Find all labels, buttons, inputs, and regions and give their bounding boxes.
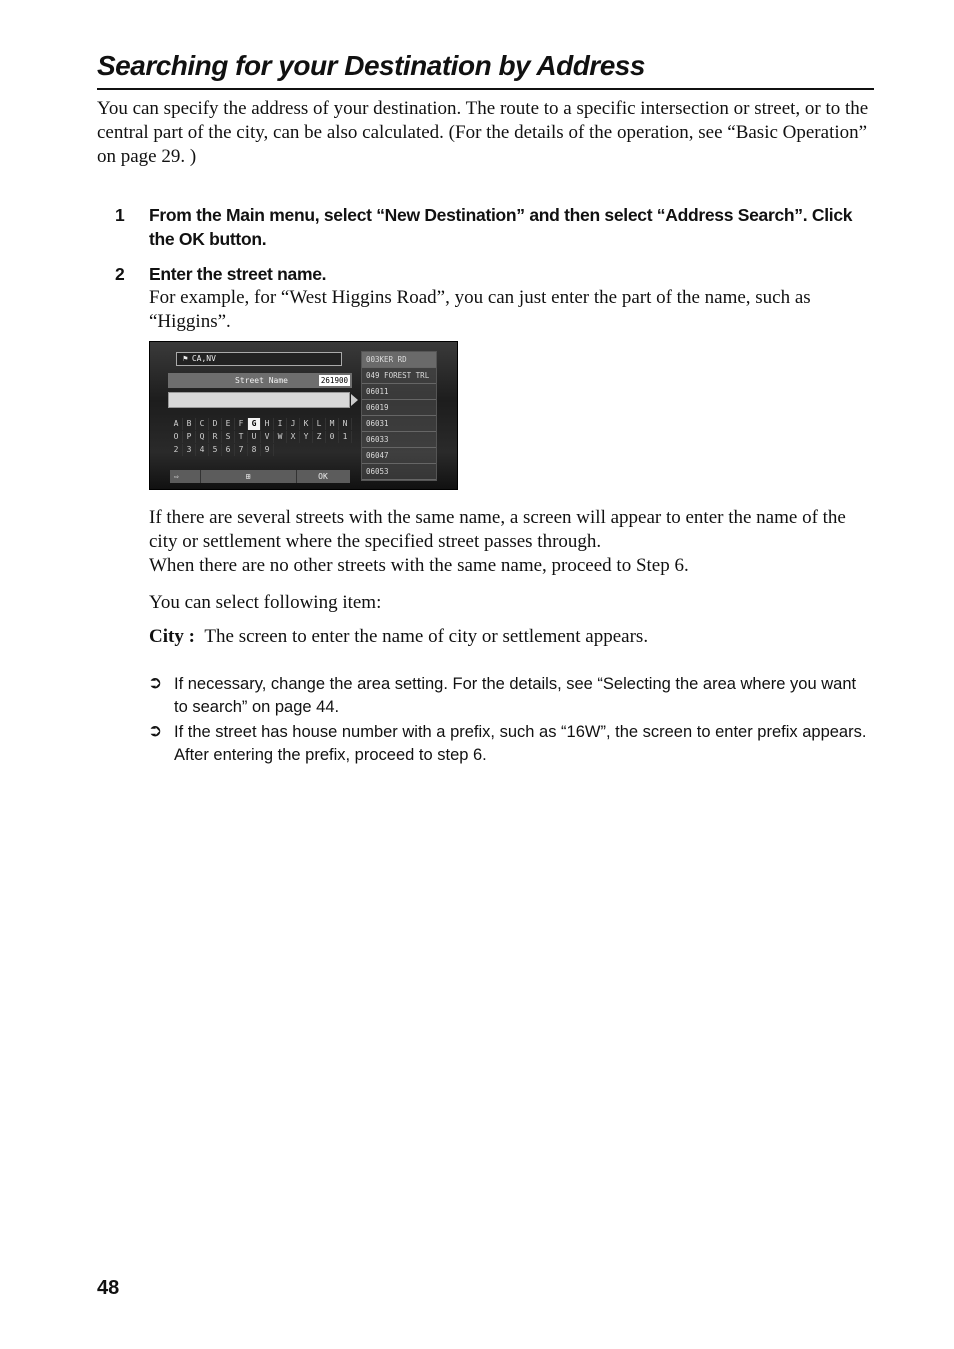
key: 7	[235, 444, 248, 456]
keyboard-row	[170, 431, 352, 444]
list-item: 049 FOREST TRL	[362, 368, 436, 384]
select-intro: You can select following item:	[149, 592, 382, 613]
screen-bottom-bar	[170, 470, 350, 483]
key: 2	[170, 444, 183, 456]
key: E	[222, 418, 235, 430]
back-icon: ⇨	[174, 470, 201, 483]
navigation-screenshot	[149, 341, 458, 490]
key: O	[170, 431, 183, 443]
option-label: City :	[149, 626, 195, 647]
keyboard	[170, 418, 352, 457]
key: V	[261, 431, 274, 443]
key: D	[209, 418, 222, 430]
result-list	[361, 351, 437, 481]
list-item: 06019	[362, 400, 436, 416]
street-name-label: Street Name	[235, 376, 288, 385]
key: 8	[248, 444, 261, 456]
key: 3	[183, 444, 196, 456]
step-1-number: 1	[115, 205, 125, 225]
match-count: 261900	[320, 376, 348, 385]
key: S	[222, 431, 235, 443]
key: K	[300, 418, 313, 430]
list-item: 06047	[362, 448, 436, 464]
list-item: 003KER RD	[362, 352, 436, 368]
key: U	[248, 431, 261, 443]
key: W	[274, 431, 287, 443]
step-2-text: Enter the street name.	[149, 264, 327, 284]
arrow-note-icon: ➲	[148, 721, 163, 741]
option-city	[149, 625, 874, 649]
key: 4	[196, 444, 209, 456]
ok-key: OK	[318, 472, 328, 481]
step-2-example: For example, for “West Higgins Road”, you can just enter the part of the name, such as “Higgins”.	[149, 287, 811, 332]
key: Z	[313, 431, 326, 443]
key: Y	[300, 431, 313, 443]
area-bar	[176, 352, 342, 366]
flag-icon: ⚑	[183, 354, 188, 363]
page-number: 48	[97, 1277, 120, 1299]
list-item: 06033	[362, 432, 436, 448]
key-selected: G	[248, 418, 261, 430]
key: N	[339, 418, 352, 430]
arrow-right-icon	[351, 394, 358, 406]
key: 0	[326, 431, 339, 443]
key: 9	[261, 444, 274, 456]
list-item: 06053	[362, 464, 436, 480]
keyboard-row	[170, 418, 352, 431]
key: 5	[209, 444, 222, 456]
key: T	[235, 431, 248, 443]
option-description: The screen to enter the name of city or settlement appears.	[204, 626, 649, 647]
key: I	[274, 418, 287, 430]
key: B	[183, 418, 196, 430]
list-item: 06031	[362, 416, 436, 432]
key: F	[235, 418, 248, 430]
note-text: If necessary, change the area setting. For the details, see “Selecting the area where you want to search” on page 44.	[174, 675, 857, 716]
step-2-number: 2	[115, 264, 125, 284]
key: C	[196, 418, 209, 430]
arrow-note-icon: ➲	[148, 673, 163, 693]
key: 6	[222, 444, 235, 456]
mode-icon: ⊞	[200, 470, 297, 483]
street-name-input	[168, 392, 350, 408]
key: H	[261, 418, 274, 430]
intro-paragraph: You can specify the address of your destination. The route to a specific intersection or street, or to the central part of the city, can be also calculated. (For the details of the operation, see “Basic Operation” on page 29. )	[97, 98, 869, 167]
several-streets-paragraph: If there are several streets with the same name, a screen will appear to enter the name of the city or settlement where the specified street passes through.	[149, 507, 846, 552]
list-item: 06011	[362, 384, 436, 400]
no-other-streets-paragraph: When there are no other streets with the same name, proceed to Step 6.	[149, 555, 689, 576]
key: L	[313, 418, 326, 430]
key: P	[183, 431, 196, 443]
key: A	[170, 418, 183, 430]
key: 1	[339, 431, 352, 443]
step-1-text: From the Main menu, select “New Destination” and then select “Address Search”. Click the OK button.	[149, 205, 853, 249]
key: J	[287, 418, 300, 430]
area-label: CA,NV	[191, 354, 216, 363]
note-text: If the street has house number with a prefix, such as “16W”, the screen to enter prefix appears. After entering the prefix, proceed to step 6.	[174, 723, 867, 764]
page-title: Searching for your Destination by Address	[97, 46, 874, 90]
key: Q	[196, 431, 209, 443]
keyboard-row	[170, 444, 352, 457]
street-name-header	[168, 373, 352, 388]
key: R	[209, 431, 222, 443]
key: X	[287, 431, 300, 443]
key: M	[326, 418, 339, 430]
